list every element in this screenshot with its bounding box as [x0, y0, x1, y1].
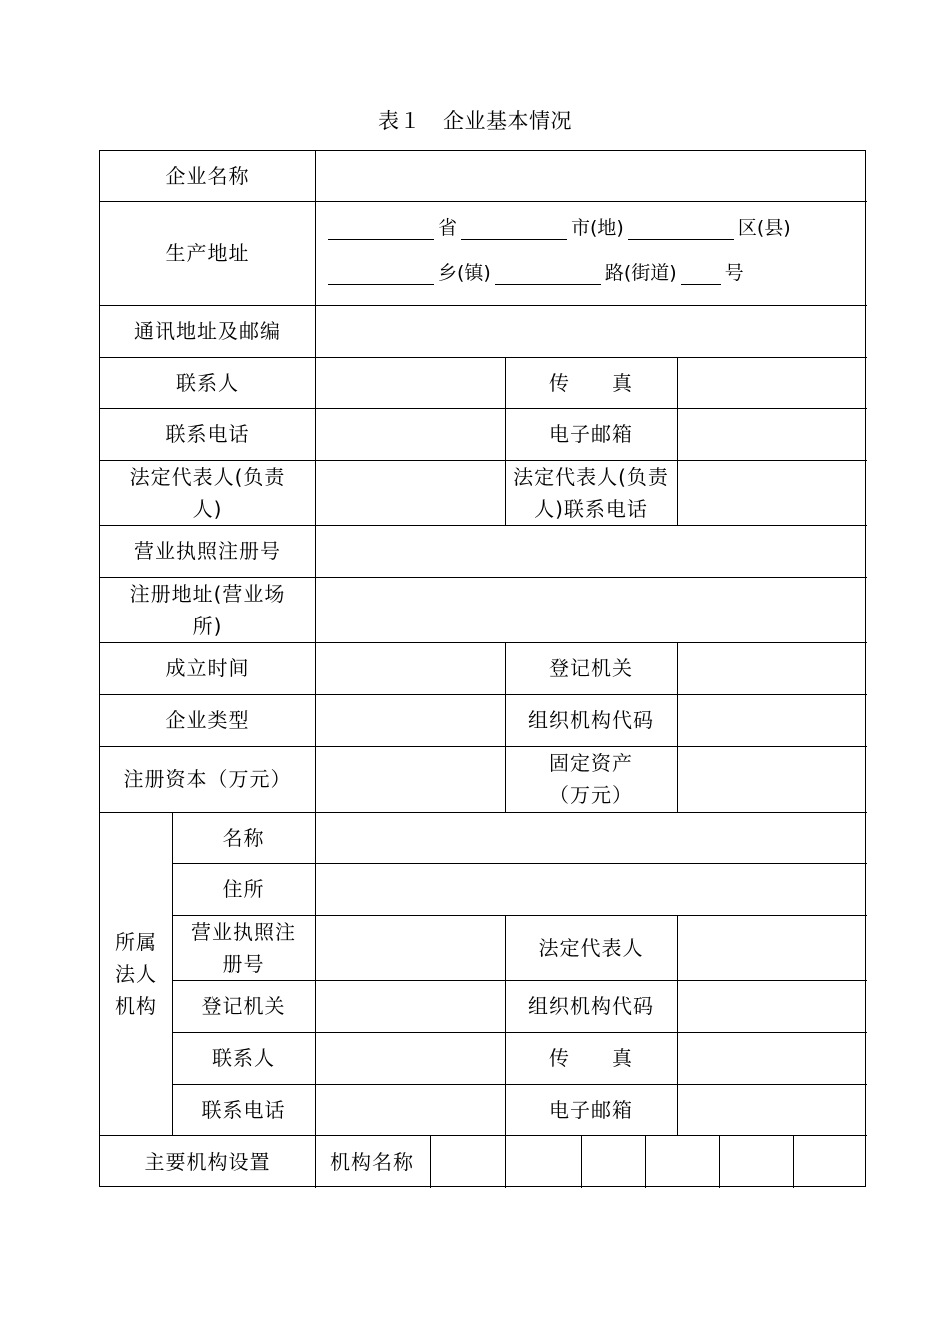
label-fax: 传 真 [549, 370, 633, 395]
label-mailing-address: 通讯地址及邮编 [134, 319, 281, 343]
org-name-cell-1[interactable] [431, 1135, 505, 1188]
label-parent-email: 电子邮箱 [549, 1097, 633, 1122]
label-parent-license-no: 营业执照注册号 [191, 919, 296, 976]
label-production-address: 生产地址 [165, 241, 250, 265]
label-parent-contact-person: 联系人 [212, 1046, 275, 1070]
label-fixed-assets: 固定资产（万元） [549, 751, 633, 807]
org-name-cell-2[interactable] [506, 1135, 581, 1188]
district-label: 区(县) [737, 217, 791, 239]
number-label: 号 [724, 262, 744, 284]
company-name-field[interactable] [316, 151, 867, 201]
parent-contact-phone-field[interactable] [316, 1084, 505, 1135]
province-blank[interactable] [328, 217, 434, 240]
parent-residence-field[interactable] [316, 863, 867, 915]
address-line-2 [326, 258, 746, 285]
label-reg-address: 注册地址(营业场所) [129, 581, 286, 638]
email-field[interactable] [678, 408, 867, 460]
label-parent-name: 名称 [222, 825, 265, 850]
label-reg-authority: 登记机关 [549, 656, 633, 680]
license-no-field[interactable] [316, 525, 867, 577]
company-type-field[interactable] [316, 694, 505, 746]
label-company-name: 企业名称 [165, 164, 250, 188]
contact-phone-field[interactable] [316, 408, 505, 460]
label-license-no: 营业执照注册号 [134, 539, 281, 563]
district-blank[interactable] [628, 217, 734, 240]
label-legal-rep-phone: 法定代表人(负责人)联系电话 [513, 464, 669, 521]
label-org-name: 机构名称 [330, 1149, 414, 1174]
parent-license-no-field[interactable] [316, 915, 505, 980]
label-parent-residence: 住所 [222, 877, 265, 901]
table-title [0, 105, 950, 135]
fixed-assets-field[interactable] [678, 746, 867, 812]
parent-reg-authority-field[interactable] [316, 980, 505, 1032]
table-number: 表１ [378, 109, 421, 133]
parent-name-field[interactable] [316, 812, 867, 863]
label-parent-reg-authority: 登记机关 [201, 994, 286, 1018]
label-company-type: 企业类型 [165, 708, 250, 732]
mailing-address-field[interactable] [316, 305, 867, 357]
label-parent-org-code: 组织机构代码 [528, 994, 654, 1018]
label-parent-fax: 传 真 [549, 1046, 633, 1070]
label-contact-person: 联系人 [176, 370, 239, 395]
label-parent-org-group: 所属法人机构 [115, 929, 157, 1018]
city-label: 市(地) [571, 217, 624, 239]
label-founded: 成立时间 [165, 656, 250, 680]
enterprise-info-form [99, 150, 866, 1187]
label-parent-legal-rep: 法定代表人 [538, 935, 644, 960]
parent-contact-person-field[interactable] [316, 1032, 505, 1084]
label-contact-phone: 联系电话 [165, 422, 250, 446]
parent-org-code-field[interactable] [678, 980, 867, 1032]
parent-fax-field[interactable] [678, 1032, 867, 1084]
legal-rep-field[interactable] [316, 460, 505, 525]
parent-legal-rep-field[interactable] [678, 915, 867, 980]
province-label: 省 [438, 217, 458, 239]
label-org-code: 组织机构代码 [528, 708, 654, 732]
table-title-text: 企业基本情况 [443, 109, 572, 133]
org-code-field[interactable] [678, 694, 867, 746]
town-blank[interactable] [328, 262, 434, 285]
label-email: 电子邮箱 [549, 422, 633, 446]
legal-rep-phone-field[interactable] [678, 460, 867, 525]
production-address-field [316, 201, 867, 305]
road-label: 路(街道) [604, 262, 677, 284]
label-main-org: 主要机构设置 [144, 1149, 271, 1174]
reg-authority-field[interactable] [678, 642, 867, 694]
org-name-cell-6[interactable] [794, 1135, 867, 1188]
city-blank[interactable] [461, 217, 567, 240]
org-name-cell-3[interactable] [582, 1135, 645, 1188]
org-name-cell-4[interactable] [646, 1135, 719, 1188]
reg-capital-field[interactable] [316, 746, 505, 812]
parent-email-field[interactable] [678, 1084, 867, 1135]
number-blank[interactable] [681, 262, 721, 285]
road-blank[interactable] [495, 262, 601, 285]
label-legal-rep: 法定代表人(负责人) [129, 464, 286, 521]
org-name-cell-5[interactable] [720, 1135, 793, 1188]
contact-person-field[interactable] [316, 357, 505, 408]
label-reg-capital: 注册资本（万元） [123, 767, 292, 791]
town-label: 乡(镇) [438, 262, 491, 284]
label-parent-contact-phone: 联系电话 [201, 1097, 286, 1122]
reg-address-field[interactable] [316, 577, 867, 642]
founded-field[interactable] [316, 642, 505, 694]
fax-field[interactable] [678, 357, 867, 408]
address-line-1 [326, 213, 793, 240]
